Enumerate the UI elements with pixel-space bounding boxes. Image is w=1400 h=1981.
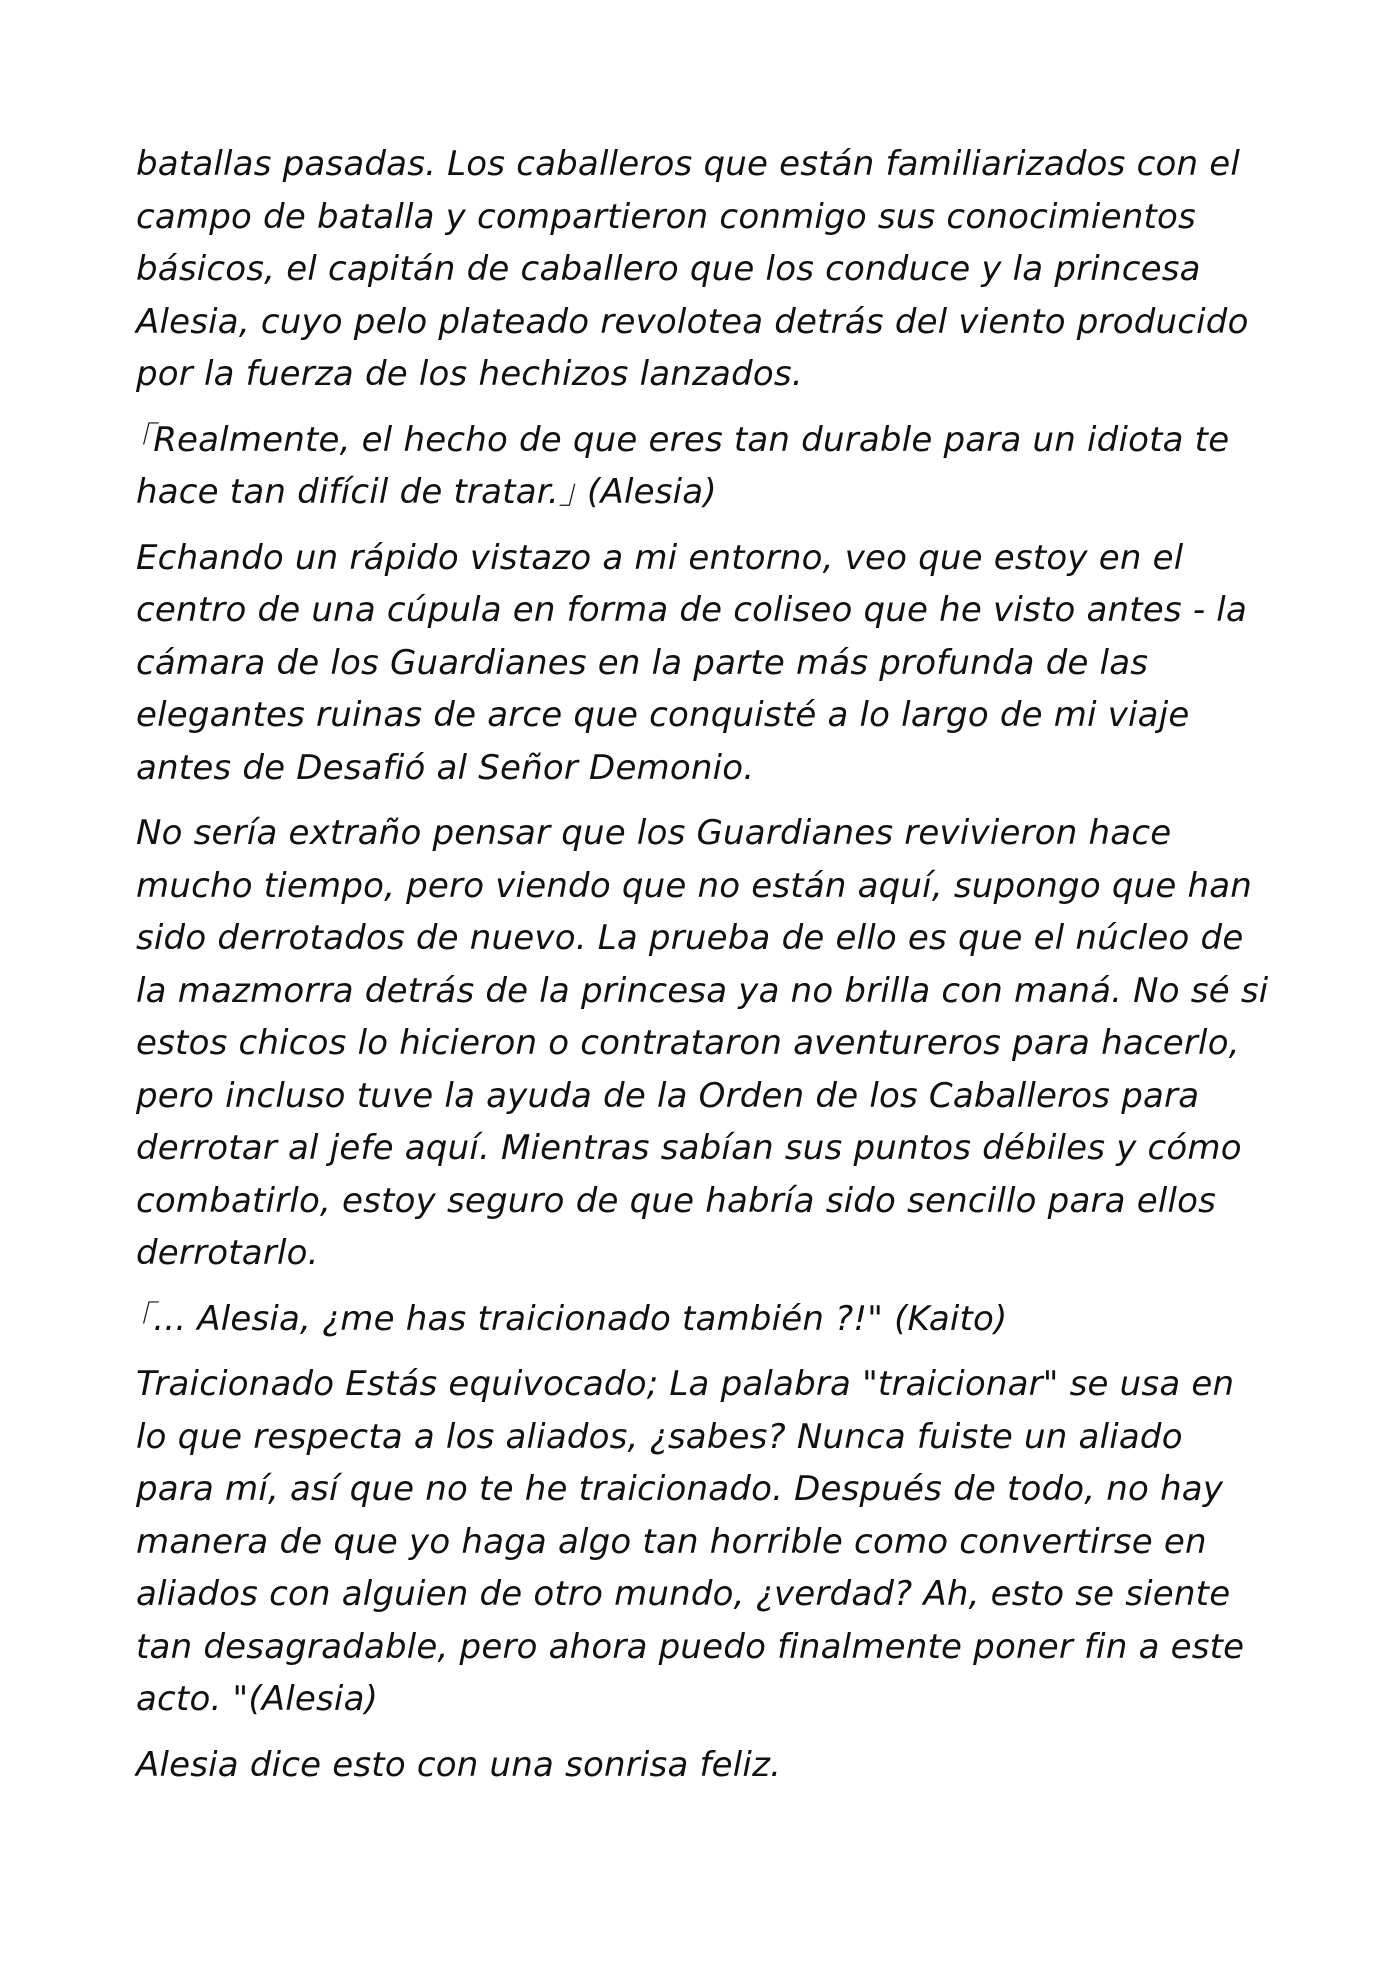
text-line: elegantes ruinas de arce que conquisté a lo largo de mi viaje xyxy=(136,695,1190,735)
text-line: cámara de los Guardianes en la parte más profunda de las xyxy=(136,642,1149,683)
text-line: hace tan difícil de tratar.｣ (Alesia) xyxy=(136,472,717,512)
text-line: Echando un rápido vistazo a mi entorno, veo que estoy en el xyxy=(136,537,1184,578)
text-line: derrotarlo. xyxy=(136,1233,319,1273)
text-line: estos chicos lo hicieron o contrataron aventureros para hacerlo, xyxy=(136,1023,1240,1063)
text-line: batallas pasadas. Los caballeros que están familiarizados con el xyxy=(136,144,1241,184)
paragraph-2-dialogue-alesia xyxy=(136,414,1271,519)
text-line: ｢... Alesia, ¿me has traicionado también ?!" (Kaito) xyxy=(136,1298,1008,1339)
text-line: básicos, el capitán de caballero que los conduce y la princesa xyxy=(136,249,1201,289)
paragraph-7 xyxy=(136,1739,1271,1792)
text-line: por la fuerza de los hechizos lanzados. xyxy=(136,354,803,394)
paragraph-3 xyxy=(136,532,1271,795)
text-line: tan desagradable, pero ahora puedo finalmente poner fin a este xyxy=(136,1626,1245,1667)
text-line: centro de una cúpula en forma de coliseo que he visto antes - la xyxy=(136,590,1247,630)
text-line: campo de batalla y compartieron conmigo sus conocimientos xyxy=(136,196,1196,237)
text-line: ｢Realmente, el hecho de que eres tan durable para un idiota te xyxy=(136,419,1230,460)
text-line: Traicionado Estás equivocado; La palabra "traicionar" se usa en xyxy=(136,1364,1235,1404)
paragraph-1 xyxy=(136,138,1271,401)
text-line: manera de que yo haga algo tan horrible como convertirse en xyxy=(136,1521,1207,1562)
text-line: aliados con alguien de otro mundo, ¿verdad? Ah, esto se siente xyxy=(136,1574,1231,1614)
text-line: antes de Desafió al Señor Demonio. xyxy=(136,747,755,788)
text-line: mucho tiempo, pero viendo que no están aquí, supongo que han xyxy=(136,865,1253,906)
text-line: lo que respecta a los aliados, ¿sabes? Nunca fuiste un aliado xyxy=(136,1416,1183,1457)
text-line: sido derrotados de nuevo. La prueba de ello es que el núcleo de xyxy=(136,918,1244,958)
text-line: para mí, así que no te he traicionado. Después de todo, no hay xyxy=(136,1469,1224,1509)
text-line: acto. "(Alesia) xyxy=(136,1679,379,1719)
text-line: No sería extraño pensar que los Guardianes revivieron hace xyxy=(136,813,1172,853)
paragraph-6-dialogue-alesia xyxy=(136,1358,1271,1726)
text-line: la mazmorra detrás de la princesa ya no brilla con maná. No sé si xyxy=(136,970,1269,1011)
document-body xyxy=(136,138,1271,1804)
text-line: Alesia dice esto con una sonrisa feliz. xyxy=(136,1744,782,1785)
text-line: Alesia, cuyo pelo plateado revolotea detrás del viento producido xyxy=(136,301,1249,342)
paragraph-5-dialogue-kaito xyxy=(136,1293,1271,1346)
text-line: pero incluso tuve la ayuda de la Orden de los Caballeros para xyxy=(136,1075,1200,1116)
text-line: derrotar al jefe aquí. Mientras sabían sus puntos débiles y cómo xyxy=(136,1128,1242,1168)
paragraph-4 xyxy=(136,807,1271,1280)
text-line: combatirlo, estoy seguro de que habría sido sencillo para ellos xyxy=(136,1180,1217,1221)
